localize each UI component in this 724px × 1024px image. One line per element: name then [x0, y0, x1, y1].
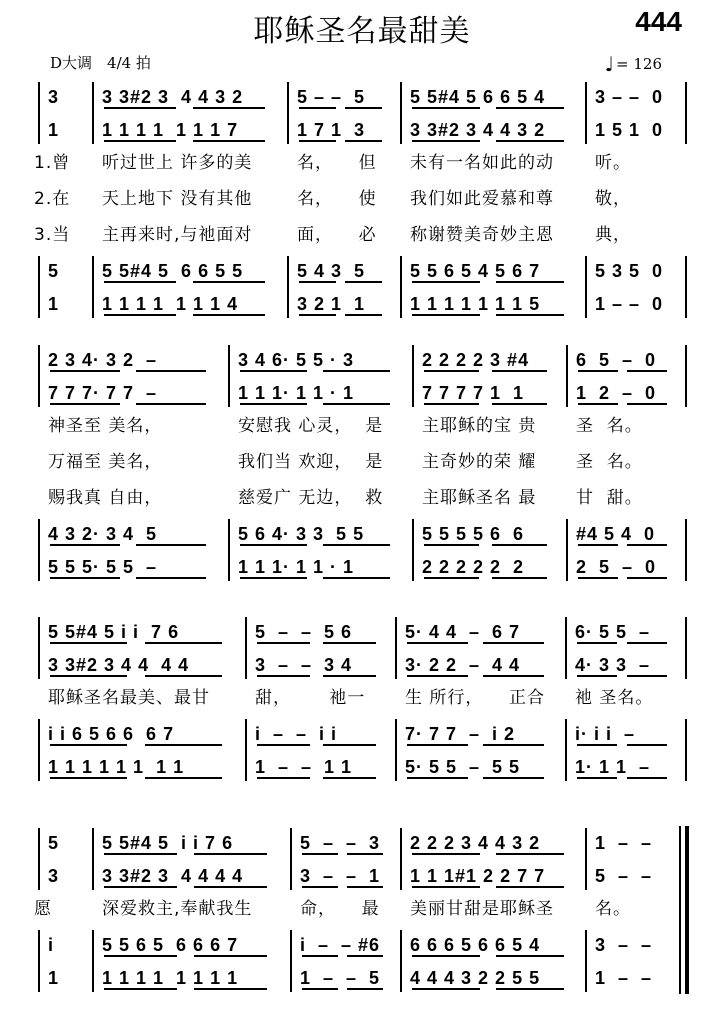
beam-line	[627, 675, 667, 677]
bar-line	[400, 930, 402, 992]
alto-measure: 1 1 1· 1 1 · 1	[238, 383, 355, 403]
beam-line	[627, 370, 667, 372]
beam-line	[407, 744, 468, 746]
beam-line	[345, 281, 382, 283]
beam-line	[483, 744, 544, 746]
soprano-measure: 5 5#4 5 i i 7 6	[102, 833, 234, 853]
bass-measure: 1	[48, 968, 60, 988]
lyric-verse-3-measure: 主再来时,与祂面对	[102, 225, 253, 245]
bass-measure: 1 – – 1 1	[255, 757, 353, 777]
beam-line	[299, 281, 336, 283]
beam-line	[136, 544, 206, 546]
lyric-verse-1-line	[0, 409, 724, 443]
beam-line	[577, 642, 617, 644]
beam-line	[496, 886, 564, 888]
beam-line	[627, 777, 667, 779]
lyric-verse-1-measure: 名。	[595, 899, 631, 919]
beam-line	[483, 642, 544, 644]
bass-line	[0, 550, 724, 584]
lyric-verse-2-measure: 天上地下 没有其他	[102, 189, 253, 209]
soprano-line	[0, 343, 724, 377]
lyric-verse-1-measure: 主耶稣的宝 贵	[422, 416, 537, 436]
bar-line	[395, 617, 397, 679]
tenor-line	[0, 928, 724, 962]
lyric-verse-1-measure: 名， 但	[297, 153, 377, 173]
beam-line	[323, 577, 390, 579]
lyric-verse-2-line	[0, 182, 724, 216]
beam-line	[136, 403, 206, 405]
bar-line	[400, 82, 402, 144]
beam-line	[424, 577, 479, 579]
lyric-verse-3-measure: 面， 必	[297, 225, 377, 245]
soprano-measure: 3 4 6· 5 5 · 3	[238, 350, 355, 370]
bar-line	[38, 345, 40, 407]
soprano-measure: 5 – – 5	[297, 87, 366, 107]
beam-line	[492, 403, 547, 405]
soprano-measure: 3	[48, 87, 60, 107]
lyric-verse-1-measure: 祂 圣名。	[575, 688, 654, 708]
bass-measure: 1 1 1 1 1 1 1 4	[102, 294, 239, 314]
beam-line	[496, 314, 564, 316]
tenor-measure: #4 5 4 0	[576, 524, 656, 544]
bar-line	[245, 719, 247, 781]
lyric-verse-3-line	[0, 481, 724, 515]
bass-measure: 1 – – 5	[300, 968, 381, 988]
alto-line	[0, 648, 724, 682]
lyric-verse-3-measure: 赐我真 自由，	[48, 488, 163, 508]
bass-line	[0, 750, 724, 784]
beam-line	[577, 744, 617, 746]
lyric-verse-2-measure: 名， 使	[297, 189, 377, 209]
alto-measure: 4· 3 3 –	[575, 655, 651, 675]
beam-line	[483, 777, 544, 779]
beam-line	[412, 853, 480, 855]
beam-line	[323, 403, 390, 405]
bar-line	[245, 617, 247, 679]
key-signature: D大调 4/4 拍	[50, 54, 151, 72]
beam-line	[104, 955, 177, 957]
bar-line	[395, 719, 397, 781]
lyric-verse-1-measure: 生 所行， 正合	[405, 688, 546, 708]
beam-line	[345, 140, 382, 142]
bass-measure: 5 5 5· 5 5 –	[48, 557, 158, 577]
beam-line	[193, 314, 265, 316]
beam-line	[412, 988, 480, 990]
bar-line	[228, 345, 230, 407]
final-bar-thick	[685, 826, 689, 994]
final-bar-thin	[679, 826, 681, 994]
bar-line	[290, 828, 292, 890]
alto-line	[0, 376, 724, 410]
soprano-measure: 1 – –	[595, 833, 653, 853]
lyric-verse-3-line	[0, 218, 724, 252]
bass-measure: 1 1 1 1 1 1 1 5	[410, 294, 541, 314]
beam-line	[50, 370, 120, 372]
beam-line	[323, 642, 376, 644]
bass-measure: 1 1 1 1 1 1 1 1	[48, 757, 185, 777]
alto-line	[0, 113, 724, 147]
hymn-number: 444	[635, 6, 682, 37]
bass-measure: 1 1 1· 1 1 · 1	[238, 557, 355, 577]
lyric-verse-1-line	[0, 681, 724, 715]
tenor-measure: 5 5 6 5 6 6 6 7	[102, 935, 239, 955]
bar-line	[38, 82, 40, 144]
bar-line	[565, 617, 567, 679]
bar-line	[92, 828, 94, 890]
bar-line	[566, 345, 568, 407]
soprano-measure: 2 3 4· 3 2 –	[48, 350, 158, 370]
beam-line	[577, 675, 617, 677]
alto-measure: 3 3#2 3 4 4 3 2	[410, 120, 546, 140]
beam-line	[323, 777, 376, 779]
soprano-measure: 6· 5 5 –	[575, 622, 651, 642]
bass-measure: 5· 5 5 – 5 5	[405, 757, 521, 777]
bar-line	[228, 519, 230, 581]
lyric-verse-1-measure: 未有一名如此的动	[410, 153, 554, 173]
lyric-verse-1-measure: 耶稣圣名最美、最甘	[48, 688, 210, 708]
bar-line	[685, 345, 687, 407]
tenor-measure: 5 5#4 5 6 6 5 5	[102, 261, 244, 281]
beam-line	[578, 403, 618, 405]
beam-line	[104, 140, 176, 142]
tenor-measure: 4 3 2· 3 4 5	[48, 524, 158, 544]
beam-line	[193, 281, 265, 283]
soprano-measure: 3 3#2 3 4 4 3 2	[102, 87, 244, 107]
bar-line	[585, 256, 587, 318]
beam-line	[193, 107, 265, 109]
beam-line	[323, 744, 376, 746]
lyric-verse-1-measure: 深爱救主,奉献我生	[102, 899, 253, 919]
beam-line	[347, 988, 383, 990]
bar-line	[38, 719, 40, 781]
bar-line	[92, 930, 94, 992]
beam-line	[257, 675, 310, 677]
lyric-verse-1-measure: 听过世上 许多的美	[102, 153, 253, 173]
beam-line	[302, 886, 338, 888]
beam-line	[136, 577, 206, 579]
soprano-measure: 5	[48, 833, 60, 853]
bar-line	[685, 256, 687, 318]
bass-measure: 3 2 1 1	[297, 294, 366, 314]
lyric-verse-2-measure: 敬，	[595, 189, 631, 209]
beam-line	[323, 370, 390, 372]
tenor-measure: 5 6 4· 3 3 5 5	[238, 524, 365, 544]
beam-line	[407, 642, 468, 644]
beam-line	[257, 777, 310, 779]
beam-line	[302, 988, 338, 990]
beam-line	[347, 886, 383, 888]
beam-line	[492, 577, 547, 579]
beam-line	[50, 544, 120, 546]
beam-line	[347, 853, 383, 855]
tempo-marking	[605, 52, 662, 76]
lyric-verse-2-measure: 圣 名。	[576, 452, 643, 472]
lyric-verse-3-measure: 甘 甜。	[576, 488, 643, 508]
tenor-measure: 5 3 5 0	[595, 261, 664, 281]
tenor-measure: 7· 7 7 – i 2	[405, 724, 516, 744]
soprano-line	[0, 615, 724, 649]
beam-line	[412, 140, 480, 142]
lyric-verse-2-line	[0, 445, 724, 479]
beam-line	[496, 140, 564, 142]
lyric-verse-2-measure: 万福至 美名，	[48, 452, 163, 472]
bar-line	[38, 617, 40, 679]
lyric-verse-1-measure: 命， 最	[300, 899, 380, 919]
beam-line	[578, 577, 618, 579]
beam-line	[104, 314, 176, 316]
lyric-verse-2-measure: 2.在	[34, 189, 71, 209]
bass-measure: 4 4 4 3 2 2 5 5	[410, 968, 541, 988]
bar-line	[287, 82, 289, 144]
beam-line	[240, 370, 307, 372]
bar-line	[92, 82, 94, 144]
lyric-verse-1-measure: 1.曾	[34, 153, 71, 173]
lyric-verse-2-measure: 主奇妙的荣 耀	[422, 452, 537, 472]
beam-line	[412, 886, 480, 888]
lyric-verse-2-measure: 我们如此爱慕和尊	[410, 189, 554, 209]
beam-line	[407, 675, 468, 677]
beam-line	[492, 370, 547, 372]
soprano-line	[0, 826, 724, 860]
tenor-measure: i i 6 5 6 6 6 7	[48, 724, 175, 744]
soprano-measure: 5 5#4 5 6 6 5 4	[410, 87, 546, 107]
page-title: 耶稣圣名最甜美	[253, 14, 471, 49]
lyric-verse-1-measure: 甜， 祂一	[255, 688, 366, 708]
alto-measure: 3 3#2 3 4 4 4 4	[102, 866, 244, 886]
alto-measure: 1 2 – 0	[576, 383, 657, 403]
soprano-measure: 3 – – 0	[595, 87, 664, 107]
beam-line	[50, 777, 127, 779]
beam-line	[145, 744, 222, 746]
beam-line	[104, 988, 177, 990]
beam-line	[194, 988, 267, 990]
alto-measure: 3 – – 3 4	[255, 655, 353, 675]
alto-measure: 1	[48, 120, 60, 140]
alto-measure: 3· 2 2 – 4 4	[405, 655, 521, 675]
lyric-verse-1-measure: 神圣至 美名，	[48, 416, 163, 436]
beam-line	[240, 403, 307, 405]
beam-line	[345, 314, 382, 316]
beam-line	[194, 853, 267, 855]
lyric-verse-3-measure: 3.当	[34, 225, 71, 245]
tenor-measure: 5 5 5 5 6 6	[422, 524, 525, 544]
beam-line	[496, 955, 564, 957]
beam-line	[492, 544, 547, 546]
lyric-verse-3-measure: 典，	[595, 225, 631, 245]
lyric-verse-3-measure: 称谢赞美奇妙主恩	[410, 225, 554, 245]
bar-line	[38, 828, 40, 890]
beam-line	[145, 777, 222, 779]
bass-measure: 1 – –	[595, 968, 653, 988]
alto-measure: 1 1 1 1 1 1 1 7	[102, 120, 239, 140]
bar-line	[92, 256, 94, 318]
alto-measure: 1 5 1 0	[595, 120, 664, 140]
bar-line	[685, 719, 687, 781]
alto-measure: 7 7 7 7 1 1	[422, 383, 525, 403]
bar-line	[400, 256, 402, 318]
alto-measure: 7 7 7· 7 7 –	[48, 383, 158, 403]
bass-measure: 1 – – 0	[595, 294, 664, 314]
bass-measure: 2 5 – 0	[576, 557, 657, 577]
quarter-note-icon: ♩	[604, 52, 615, 76]
bass-measure: 1· 1 1 –	[575, 757, 651, 777]
tenor-line	[0, 254, 724, 288]
soprano-measure: 2 2 2 2 3 #4	[422, 350, 530, 370]
beam-line	[347, 955, 383, 957]
lyric-verse-1-measure: 听。	[595, 153, 631, 173]
soprano-measure: 6 5 – 0	[576, 350, 657, 370]
alto-measure: 3 – – 1	[300, 866, 381, 886]
alto-measure: 1 7 1 3	[297, 120, 366, 140]
bar-line	[412, 519, 414, 581]
beam-line	[577, 777, 617, 779]
lyric-verse-1-line	[0, 146, 724, 180]
beam-line	[302, 853, 338, 855]
bass-measure: 1 1 1 1 1 1 1 1	[102, 968, 239, 988]
beam-line	[104, 853, 177, 855]
beam-line	[424, 403, 479, 405]
beam-line	[193, 140, 265, 142]
beam-line	[496, 853, 564, 855]
soprano-measure: 5 – – 5 6	[255, 622, 353, 642]
bass-line	[0, 961, 724, 995]
beam-line	[627, 577, 667, 579]
tenor-measure: i – – i i	[255, 724, 338, 744]
tempo-value: = 126	[616, 55, 662, 73]
beam-line	[496, 281, 564, 283]
beam-line	[50, 577, 120, 579]
beam-line	[194, 955, 267, 957]
bar-line	[290, 930, 292, 992]
beam-line	[302, 955, 338, 957]
beam-line	[50, 642, 127, 644]
tenor-measure: i – – #6	[300, 935, 381, 955]
tenor-measure: 3 – –	[595, 935, 653, 955]
beam-line	[407, 777, 468, 779]
beam-line	[299, 107, 336, 109]
soprano-measure: 2 2 2 3 4 4 3 2	[410, 833, 541, 853]
beam-line	[323, 675, 376, 677]
bar-line	[585, 82, 587, 144]
beam-line	[50, 403, 120, 405]
beam-line	[578, 544, 618, 546]
tenor-measure: 5 5 6 5 4 5 6 7	[410, 261, 541, 281]
beam-line	[50, 744, 127, 746]
beam-line	[104, 281, 176, 283]
alto-line	[0, 859, 724, 893]
bar-line	[38, 930, 40, 992]
beam-line	[345, 107, 382, 109]
beam-line	[424, 544, 479, 546]
beam-line	[50, 675, 127, 677]
beam-line	[299, 140, 336, 142]
bar-line	[585, 930, 587, 992]
lyric-verse-1-line	[0, 892, 724, 926]
beam-line	[323, 544, 390, 546]
beam-line	[412, 955, 480, 957]
beam-line	[627, 403, 667, 405]
beam-line	[257, 642, 310, 644]
bar-line	[565, 719, 567, 781]
beam-line	[412, 281, 480, 283]
beam-line	[627, 642, 667, 644]
beam-line	[627, 544, 667, 546]
beam-line	[483, 675, 544, 677]
lyric-verse-1-measure: 安慰我 心灵， 是	[238, 416, 384, 436]
tenor-measure: i· i i –	[575, 724, 636, 744]
lyric-verse-1-measure: 愿	[34, 899, 52, 919]
soprano-measure: 5· 4 4 – 6 7	[405, 622, 521, 642]
soprano-measure: 5 5#4 5 i i 7 6	[48, 622, 180, 642]
beam-line	[257, 744, 310, 746]
beam-line	[240, 544, 307, 546]
bar-line	[685, 519, 687, 581]
beam-line	[578, 370, 618, 372]
tenor-measure: 6 6 6 5 6 6 5 4	[410, 935, 541, 955]
lyric-verse-3-measure: 慈爱广 无边， 救	[238, 488, 384, 508]
lyric-verse-1-measure: 美丽甘甜是耶稣圣	[410, 899, 554, 919]
bar-line	[38, 256, 40, 318]
beam-line	[104, 886, 177, 888]
beam-line	[424, 370, 479, 372]
beam-line	[496, 107, 564, 109]
alto-measure: 3	[48, 866, 60, 886]
beam-line	[145, 675, 222, 677]
beam-line	[412, 314, 480, 316]
bass-measure: 2 2 2 2 2 2	[422, 557, 525, 577]
tenor-measure: 5 4 3 5	[297, 261, 366, 281]
bar-line	[400, 828, 402, 890]
alto-measure: 1 1 1#1 2 2 7 7	[410, 866, 546, 886]
alto-measure: 3 3#2 3 4 4 4 4	[48, 655, 190, 675]
lyric-verse-3-measure: 主耶稣圣名 最	[422, 488, 537, 508]
beam-line	[104, 107, 176, 109]
tenor-measure: i	[48, 935, 55, 955]
bass-measure: 1	[48, 294, 60, 314]
bar-line	[685, 82, 687, 144]
beam-line	[412, 107, 480, 109]
tenor-measure: 5	[48, 261, 60, 281]
bass-line	[0, 287, 724, 321]
soprano-line	[0, 80, 724, 114]
bar-line	[566, 519, 568, 581]
soprano-measure: 5 – – 3	[300, 833, 381, 853]
lyric-verse-1-measure: 圣 名。	[576, 416, 643, 436]
tenor-line	[0, 517, 724, 551]
tenor-line	[0, 717, 724, 751]
lyric-verse-2-measure: 我们当 欢迎， 是	[238, 452, 384, 472]
bar-line	[685, 617, 687, 679]
bar-line	[287, 256, 289, 318]
beam-line	[496, 988, 564, 990]
beam-line	[240, 577, 307, 579]
bar-line	[412, 345, 414, 407]
beam-line	[145, 642, 222, 644]
bar-line	[38, 519, 40, 581]
beam-line	[194, 886, 267, 888]
beam-line	[299, 314, 336, 316]
beam-line	[627, 744, 667, 746]
alto-measure: 5 – –	[595, 866, 653, 886]
beam-line	[136, 370, 206, 372]
bar-line	[585, 828, 587, 890]
